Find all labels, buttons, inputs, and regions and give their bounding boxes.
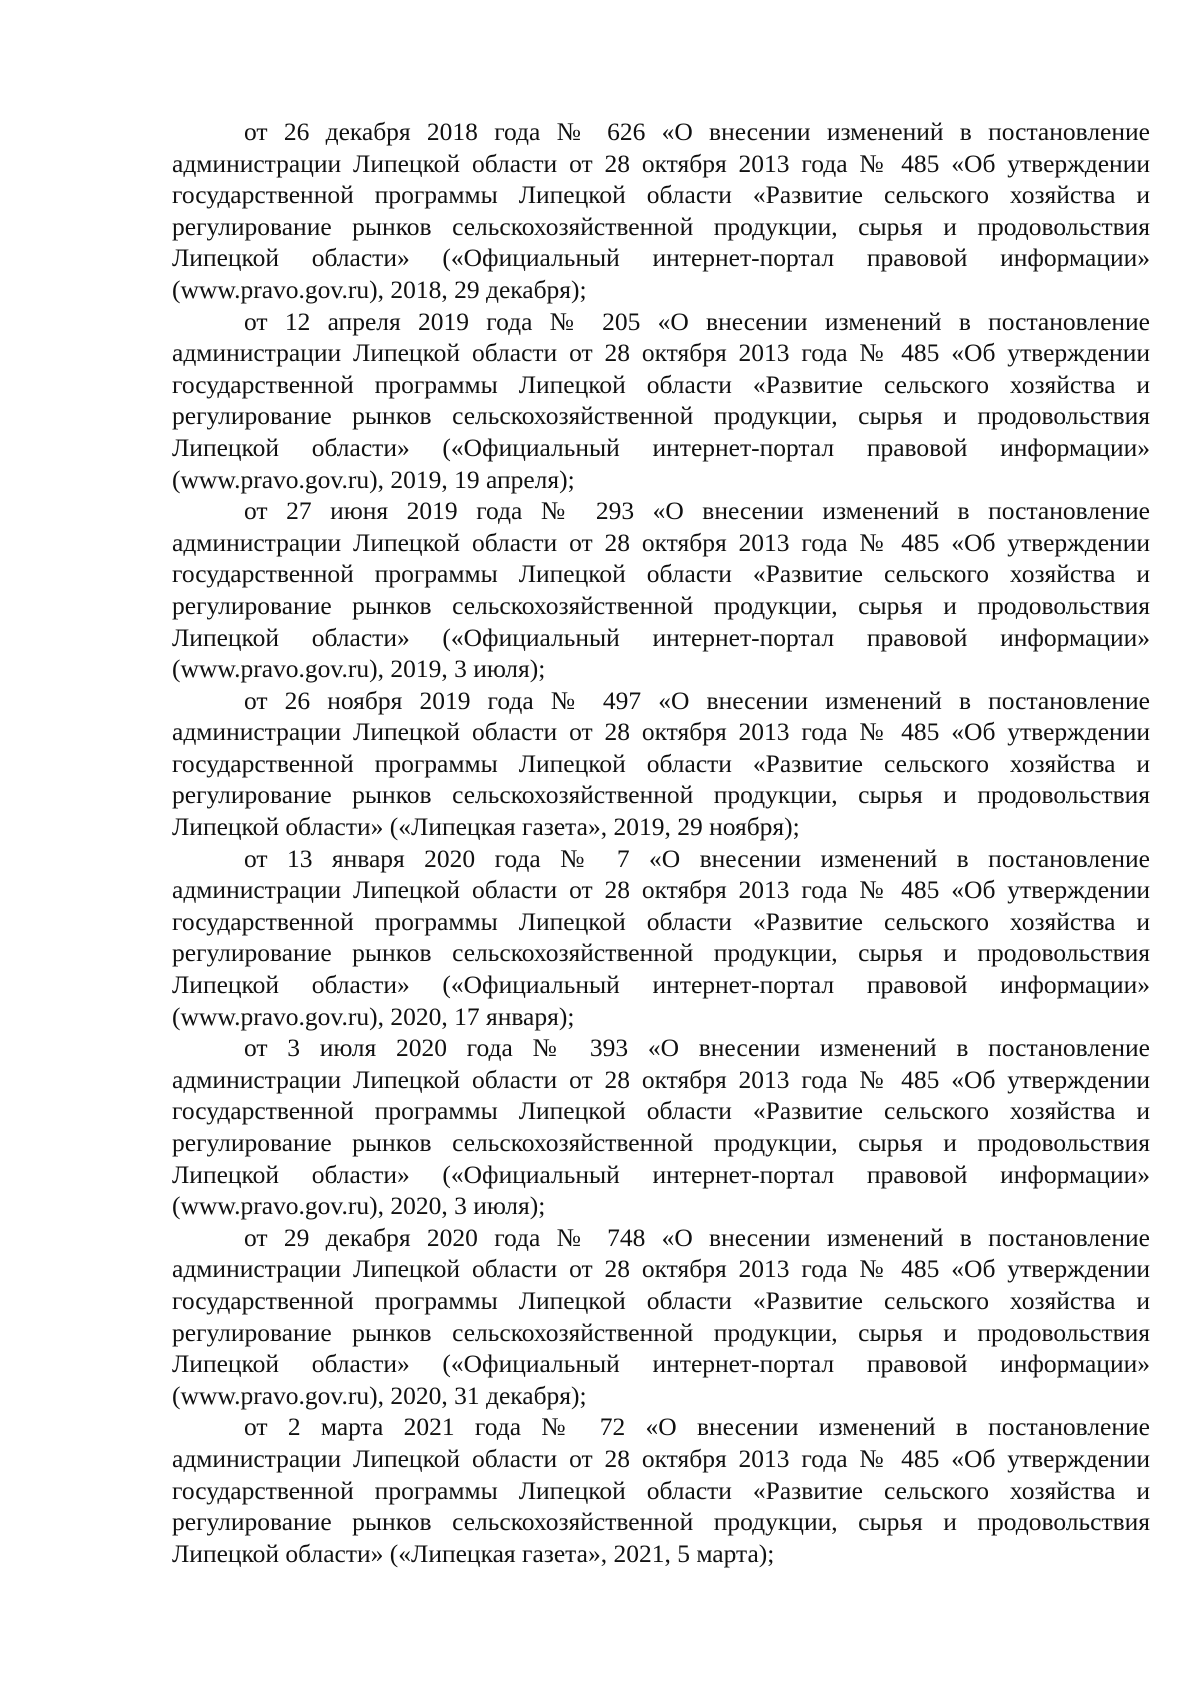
- paragraph-decree-205: от 12 апреля 2019 года № 205 «О внесении изменений в постановление администрации Липецкой области от 28 октября 2013 года № 485 «Об утверждении государственной программы Липецкой области «Развитие сельского хозяйства и регулирование рынков сельскохозяйственной продукции, сырья и продовольствия Липецкой области» («Официальный интернет-портал правовой информации» (www.pravo.gov.ru), 2019, 19 апреля);: [172, 306, 1150, 494]
- paragraph-decree-7: от 13 января 2020 года № 7 «О внесении изменений в постановление администрации Липецкой области от 28 октября 2013 года № 485 «Об утверждении государственной программы Липецкой области «Развитие сельского хозяйства и регулирование рынков сельскохозяйственной продукции, сырья и продовольствия Липецкой области» («Официальный интернет-портал правовой информации» (www.pravo.gov.ru), 2020, 17 января);: [172, 843, 1150, 1031]
- paragraph-decree-748: от 29 декабря 2020 года № 748 «О внесении изменений в постановление администрации Липецкой области от 28 октября 2013 года № 485 «Об утверждении государственной программы Липецкой области «Развитие сельского хозяйства и регулирование рынков сельскохозяйственной продукции, сырья и продовольствия Липецкой области» («Официальный интернет-портал правовой информации» (www.pravo.gov.ru), 2020, 31 декабря);: [172, 1222, 1150, 1410]
- paragraph-decree-393: от 3 июля 2020 года № 393 «О внесении изменений в постановление администрации Липецкой области от 28 октября 2013 года № 485 «Об утверждении государственной программы Липецкой области «Развитие сельского хозяйства и регулирование рынков сельскохозяйственной продукции, сырья и продовольствия Липецкой области» («Официальный интернет-портал правовой информации» (www.pravo.gov.ru), 2020, 3 июля);: [172, 1033, 1150, 1221]
- document-page: [172, 116, 1150, 1569]
- paragraph-decree-497: от 26 ноября 2019 года № 497 «О внесении изменений в постановление администрации Липецкой области от 28 октября 2013 года № 485 «Об утверждении государственной программы Липецкой области «Развитие сельского хозяйства и регулирование рынков сельскохозяйственной продукции, сырья и продовольствия Липецкой области» («Липецкая газета», 2019, 29 ноября);: [172, 685, 1150, 842]
- paragraph-decree-293: от 27 июня 2019 года № 293 «О внесении изменений в постановление администрации Липецкой области от 28 октября 2013 года № 485 «Об утверждении государственной программы Липецкой области «Развитие сельского хозяйства и регулирование рынков сельскохозяйственной продукции, сырья и продовольствия Липецкой области» («Официальный интернет-портал правовой информации» (www.pravo.gov.ru), 2019, 3 июля);: [172, 496, 1150, 684]
- paragraph-decree-626: от 26 декабря 2018 года № 626 «О внесении изменений в постановление администрации Липецкой области от 28 октября 2013 года № 485 «Об утверждении государственной программы Липецкой области «Развитие сельского хозяйства и регулирование рынков сельскохозяйственной продукции, сырья и продовольствия Липецкой области» («Официальный интернет-портал правовой информации» (www.pravo.gov.ru), 2018, 29 декабря);: [172, 117, 1150, 304]
- paragraph-decree-72: от 2 марта 2021 года № 72 «О внесении изменений в постановление администрации Липецкой области от 28 октября 2013 года № 485 «Об утверждении государственной программы Липецкой области «Развитие сельского хозяйства и регулирование рынков сельскохозяйственной продукции, сырья и продовольствия Липецкой области» («Липецкая газета», 2021, 5 марта);: [172, 1412, 1150, 1568]
